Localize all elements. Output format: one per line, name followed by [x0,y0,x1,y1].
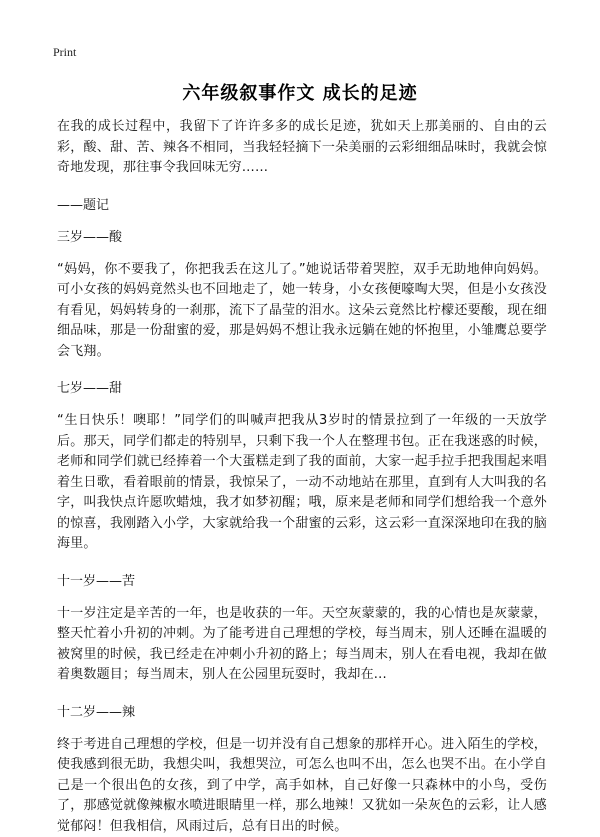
article-body [57,117,547,837]
section-heading-age-3: 三岁——酸 [57,228,547,248]
section-text-age-3: “妈妈，你不要我了，你把我丢在这儿了。”她说话带着哭腔，双手无助地伸向妈妈。可小女孩的妈妈竟然头也不回地走了，她一转身，小女孩便嚎啕大哭，但是小女孩没有看见，妈妈转身的一刹那，流下了晶莹的泪水。这朵云竟然比柠檬还要酸，现在细细品味，那是一份甜蜜的爱，那是妈妈不想让我永远躺在她的怀抱里，小雏鹰总要学会飞翔。 [57,260,547,363]
intro-paragraph: 在我的成长过程中，我留下了许许多多的成长足迹，犹如天上那美丽的、自由的云彩，酸、甜、苦、辣各不相同，当我轻轻摘下一朵美丽的云彩细细品味时，我就会惊奇地发现，那往事令我回味无穷…… [57,117,547,179]
section-heading-age-11: 十一岁——苦 [57,572,547,592]
print-label: Print [53,45,76,60]
section-text-age-11: 十一岁注定是辛苦的一年，也是收获的一年。天空灰蒙蒙的，我的心情也是灰蒙蒙，整天忙着小升初的冲刺。为了能考进自己理想的学校，每当周末，别人还睡在温暖的被窝里的时候，我已经走在冲刺小升初的路上；每当周末，别人在看电视，我却在做着奥数题目；每当周末，别人在公园里玩耍时，我却在... [57,604,547,686]
page-title: 六年级叙事作文 成长的足迹 [0,79,600,105]
section-heading-age-7: 七岁——甜 [57,379,547,399]
section-text-age-7: “生日快乐！噢耶！”同学们的叫喊声把我从3岁时的情景拉到了一年级的一天放学后。那天，同学们都走的特别早，只剩下我一个人在整理书包。正在我迷惑的时候，老师和同学们就已经捧着一个大蛋糕走到了我的面前，大家一起手拉手把我围起来唱着生日歌，看着眼前的情景，我惊呆了，一动不动地站在那里，直到有人大叫我的名字，叫我快点许愿吹蜡烛，我才如梦初醒；哦，原来是老师和同学们想给我一个意外的惊喜，我刚踏入小学，大家就给我一个甜蜜的云彩，这云彩一直深深地印在我的脑海里。 [57,411,547,555]
section-heading-age-12: 十二岁——辣 [57,703,547,723]
section-text-age-12: 终于考进自己理想的学校，但是一切并没有自己想象的那样开心。进入陌生的学校，使我感到很无助，我想尖叫，我想哭泣，可怎么也叫不出，怎么也哭不出。在小学自己是一个很出色的女孩，到了中学，高手如林，自己好像一只森林中的小鸟，受伤了，那感觉就像辣椒水喷进眼睛里一样，那么地辣！又犹如一朵灰色的云彩，让人感觉郁闷！但我相信，风雨过后，总有日出的时候。 [57,735,547,837]
epigraph: ——题记 [57,196,547,216]
